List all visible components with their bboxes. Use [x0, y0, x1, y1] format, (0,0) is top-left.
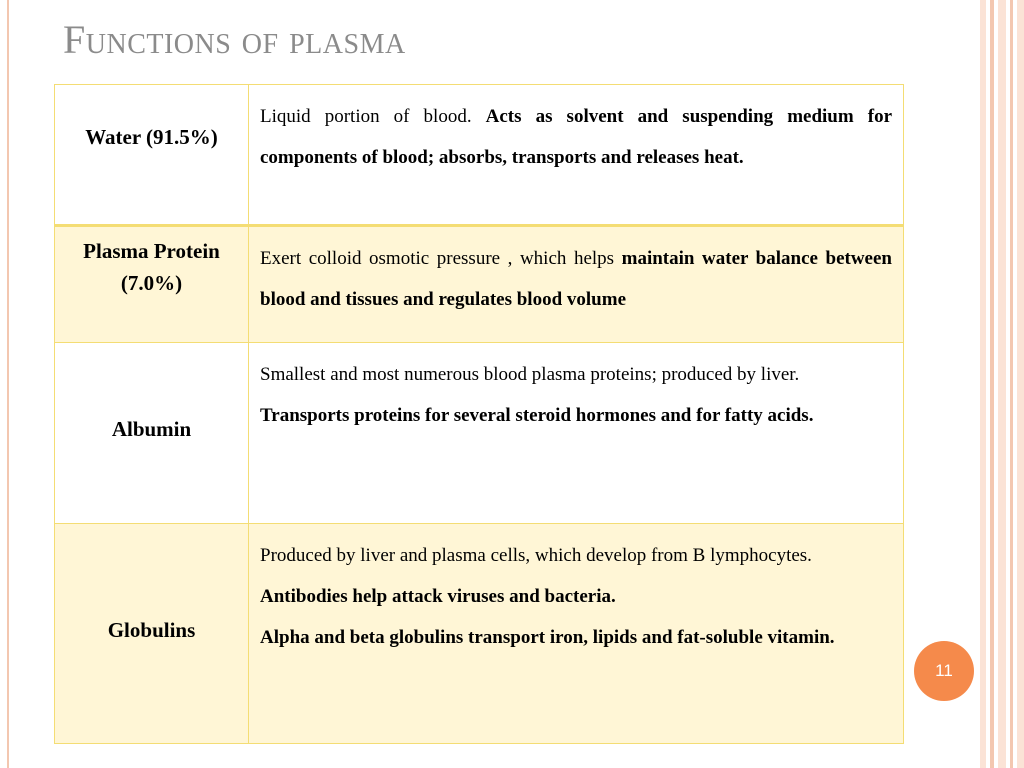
term-cell: Water (91.5%)	[55, 85, 249, 226]
description-paragraph	[260, 96, 892, 178]
description-cell	[249, 524, 904, 744]
bold-text: Antibodies help attack viruses and bacteria.	[260, 586, 616, 607]
description-paragraph	[260, 576, 892, 617]
bold-text: maintain water balance between blood and tissues and regulates blood volume	[260, 248, 892, 310]
page-number-badge: 11	[914, 641, 974, 701]
term-cell: Globulins	[55, 524, 249, 744]
description-cell	[249, 343, 904, 524]
slide-title: Functions of plasma	[63, 17, 406, 62]
text: Produced by liver and plasma cells, which develop from B lymphocytes.	[260, 545, 812, 566]
right-decorative-stripes	[980, 0, 1024, 768]
bold-text: Alpha and beta globulins transport iron, lipids and fat-soluble vitamin.	[260, 627, 835, 648]
bold-text: Transports proteins for several steroid hormones and for fatty acids.	[260, 405, 814, 426]
description-paragraph	[260, 535, 892, 576]
table-row	[55, 226, 904, 343]
description-paragraph	[260, 617, 892, 658]
text: Smallest and most numerous blood plasma proteins; produced by liver.	[260, 364, 800, 385]
description-paragraph	[260, 395, 892, 436]
term-cell: Albumin	[55, 343, 249, 524]
text: Liquid portion of blood.	[260, 106, 486, 127]
description-cell	[249, 85, 904, 226]
table-row	[55, 343, 904, 524]
table-row	[55, 524, 904, 744]
term-cell: Plasma Protein (7.0%)	[55, 226, 249, 343]
plasma-functions-table	[54, 84, 904, 744]
text: Exert colloid osmotic pressure , which helps	[260, 248, 622, 269]
bold-text: Acts as solvent and suspending medium for components of blood; absorbs, transports and releases heat.	[260, 106, 893, 168]
table-row	[55, 85, 904, 226]
left-border-line	[7, 0, 9, 768]
description-paragraph	[260, 238, 892, 320]
description-paragraph	[260, 354, 892, 395]
description-cell	[249, 226, 904, 343]
